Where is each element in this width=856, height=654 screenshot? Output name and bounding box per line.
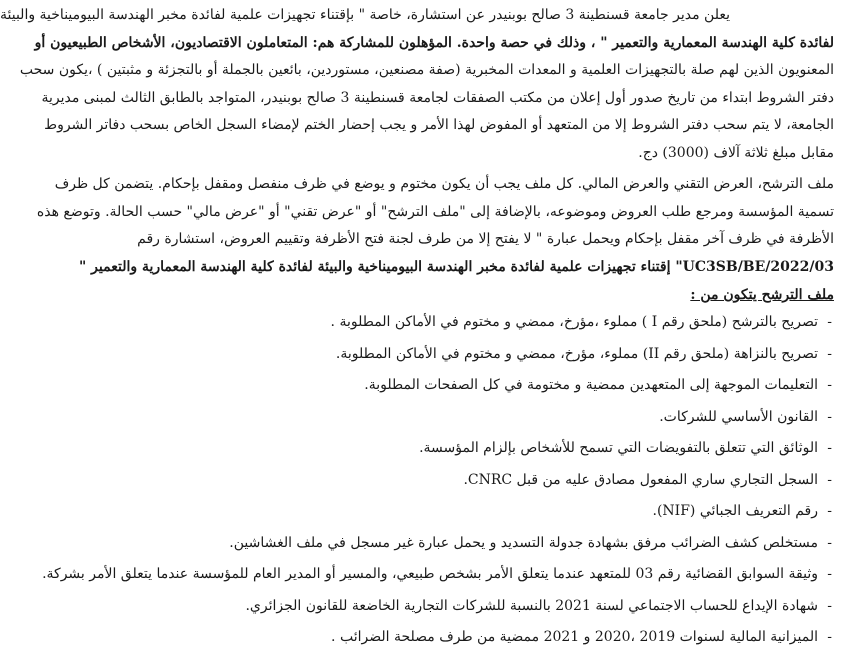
list-dash: - [827, 345, 832, 362]
list-item [90, 339, 834, 371]
list-item-text: القانون الأساسي للشركات. [659, 408, 818, 425]
tender-line: الأظرفة في ظرف آخر مقفل بإحكام ويحمل عبارة " لا يفتح إلا من طرف لجنة فتح الأظرفة وتقييم العروض، استشارة رقم [137, 231, 834, 247]
requirements-list [42, 307, 834, 654]
intro-line: الجامعة، لا يتم سحب دفتر الشروط إلا من المتعهد أو المفوض لهذا الأمر و يجب إحضار الختم لإمضاء السجل الخاص بسحب دفاتر الشروط [44, 117, 834, 133]
intro-line: لفائدة كلية الهندسة المعمارية والتعمير " ، وذلك في حصة واحدة. المؤهلون للمشاركة هم: المتعاملون الاقتصاديون، الأشخاص الطبيعيون أو [34, 34, 834, 51]
list-dash: - [827, 629, 832, 645]
list-item [90, 591, 834, 623]
list-item-text: مستخلص كشف الضرائب مرفق بشهادة جدولة التسديد و يحمل عبارة غير مسجل في ملف الغشاشين. [229, 534, 818, 551]
list-item-text: رقم التعريف الجبائي (NIF). [652, 503, 818, 519]
tender-paragraph [36, 171, 834, 281]
list-item-text: وثيقة السوابق القضائية رقم 03 للمتعهد عندما يتعلق الأمر بشخص طبيعي، والمسير أو المدير العام للمؤسسة عندما يتعلق الأمر بشركة. [42, 566, 818, 582]
tender-line: ملف الترشح، العرض التقني والعرض المالي. كل ملف يجب أن يكون مختوم و يوضع في ظرف منفصل ومقفل بإحكام. يتضمن كل ظرف [54, 176, 834, 192]
list-dash: - [827, 503, 832, 519]
intro-line: دفتر الشروط ابتداء من تاريخ صدور أول إعلان من مكتب الصفقات لجامعة قسنطينة 3 صالح بوبنيدر، المتواجد بالطابق الثالث لمبنى مديرية [41, 89, 834, 106]
list-dash: - [827, 408, 832, 425]
list-item [90, 370, 834, 402]
intro-line: المعنويون الذين لهم صلة بالتجهيزات العلمية و المعدات المخبرية (صفة مصنعين، مستوردين، بائعين بالجملة أو بالتجزئة و مثبتين ) ،يكون سحب [19, 62, 834, 78]
list-dash: - [827, 597, 832, 614]
list-item [90, 402, 834, 434]
list-dash: - [827, 440, 832, 456]
list-dash: - [827, 377, 832, 393]
list-item [90, 528, 834, 560]
list-item-text: الميزانية المالية لسنوات 2019 ،2020 و 2021 ممضية من طرف مصلحة الضرائب . [331, 629, 818, 645]
list-dash: - [827, 314, 832, 330]
intro-paragraph [0, 2, 834, 167]
list-item [90, 433, 834, 465]
tender-line: 03/UC3SB/BE/2022" إقتناء تجهيزات علمية لفائدة مخبر الهندسة البيوميناخية والبيئة لفائدة كلية الهندسة المعمارية والتعمير " [79, 258, 834, 275]
list-dash: - [827, 471, 832, 488]
list-item [90, 622, 834, 654]
list-item-text: التعليمات الموجهة إلى المتعهدين ممضية و مختومة في كل الصفحات المطلوبة. [364, 377, 818, 393]
list-item-text: تصريح بالترشح (ملحق رقم I ) مملوء ،مؤرخ، ممضي و مختوم في الأماكن المطلوبة . [330, 314, 818, 330]
list-item-text: السجل التجاري ساري المفعول مصادق عليه من قبل CNRC. [463, 471, 818, 488]
intro-line: مقابل مبلغ ثلاثة آلاف (3000) دج. [638, 144, 834, 161]
list-item [90, 465, 834, 497]
list-dash: - [827, 534, 832, 551]
list-dash: - [827, 566, 832, 582]
list-item-text: الوثائق التي تتعلق بالتفويضات التي تسمح للأشخاص بإلزام المؤسسة. [419, 440, 818, 456]
intro-line: يعلن مدير جامعة قسنطينة 3 صالح بوبنيدر عن استشارة، خاصة " بإقتناء تجهيزات علمية لفائدة مخبر الهندسة البيوميناخية والبيئة [0, 7, 730, 23]
section-heading: ملف الترشح يتكون من : [690, 287, 834, 303]
list-item-text: تصريح بالنزاهة (ملحق رقم II) مملوء، مؤرخ، ممضي و مختوم في الأماكن المطلوبة. [335, 345, 818, 362]
tender-line: تسمية المؤسسة ومرجع طلب العروض وموضوعه، بالإضافة إلى "ملف الترشح" أو "عرض تقني" أو "عرض مالي" حسب الحالة. وتوضع هذه [36, 203, 834, 220]
list-item-text: شهادة الإيداع للحساب الاجتماعي لسنة 2021 بالنسبة للشركات التجارية الخاضعة للقانون الجزائري. [245, 597, 818, 614]
list-item [90, 307, 834, 339]
list-item [42, 559, 834, 591]
list-item [90, 496, 834, 528]
